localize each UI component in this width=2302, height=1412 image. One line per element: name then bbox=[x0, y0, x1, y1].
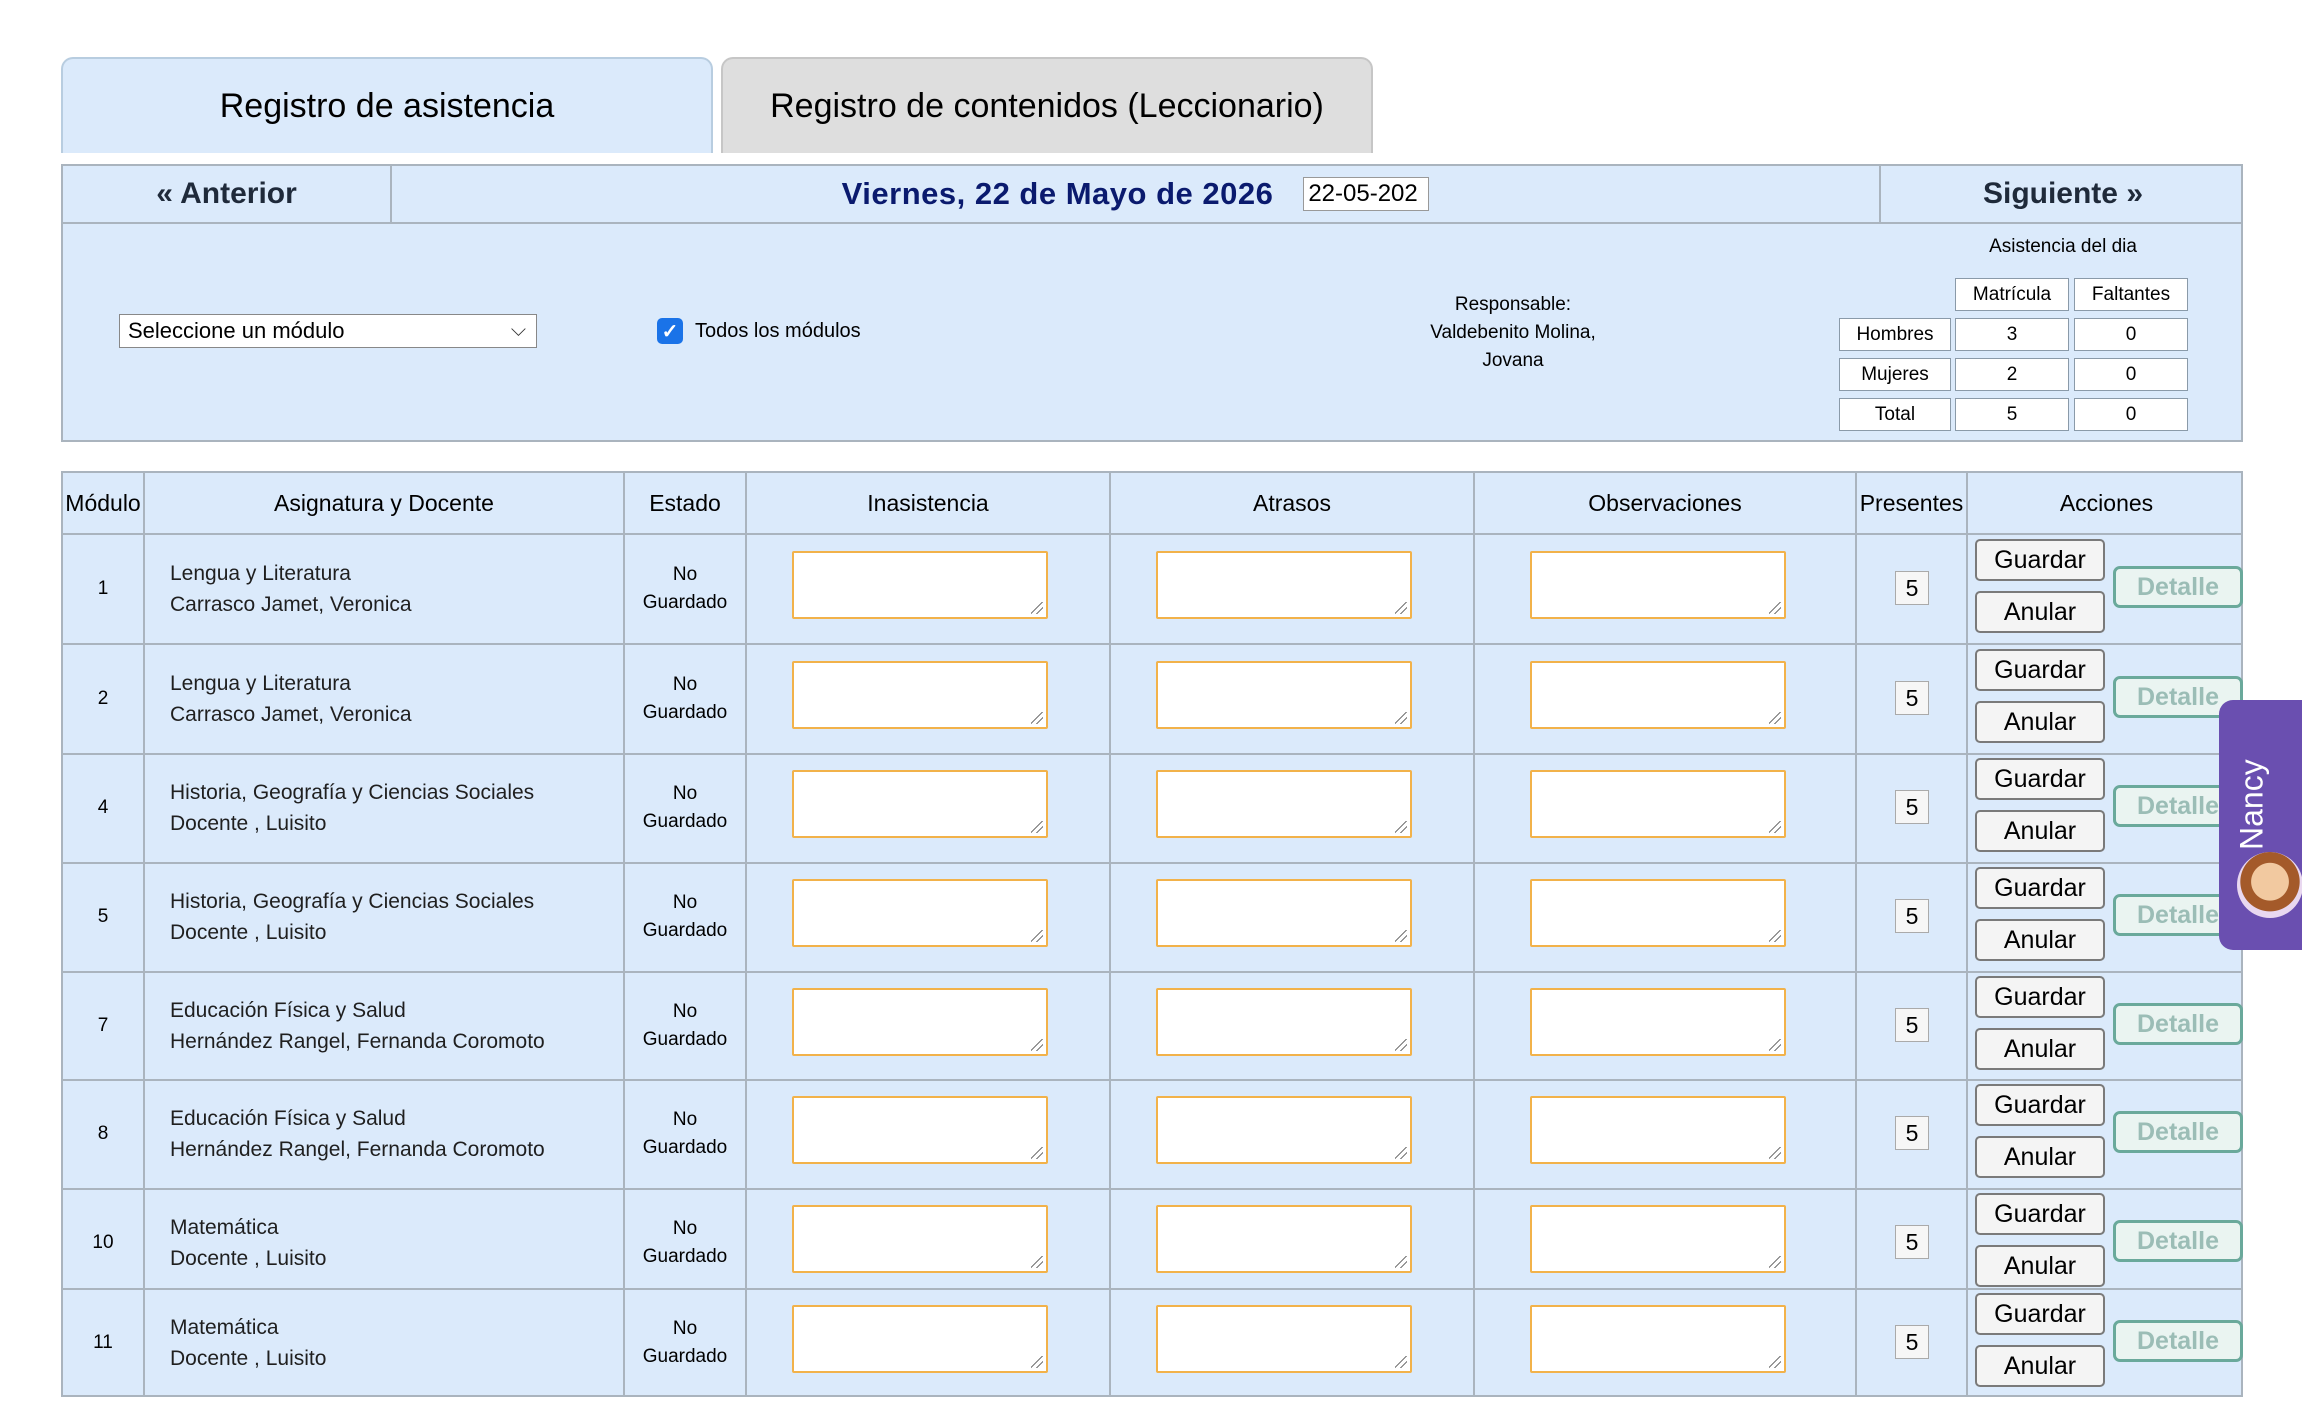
observaciones-textarea[interactable] bbox=[1530, 661, 1786, 729]
all-modules-checkbox[interactable] bbox=[657, 318, 861, 344]
row-docente: Docente , Luisito bbox=[170, 1247, 327, 1270]
presentes-count: 5 bbox=[1895, 1225, 1929, 1259]
observaciones-textarea[interactable] bbox=[1530, 1305, 1786, 1373]
resize-handle-icon[interactable] bbox=[1769, 712, 1781, 724]
row-modulo: 10 bbox=[92, 1232, 114, 1253]
table-row bbox=[63, 972, 2241, 1080]
row-asignatura: Educación Física y Salud bbox=[170, 999, 406, 1022]
tab-registro-asistencia[interactable]: Registro de asistencia bbox=[61, 57, 713, 153]
row-modulo: 11 bbox=[93, 1332, 113, 1353]
table-row bbox=[63, 1289, 2241, 1397]
resize-handle-icon[interactable] bbox=[1031, 1356, 1043, 1368]
atrasos-textarea[interactable] bbox=[1156, 1096, 1412, 1164]
inasistencia-textarea[interactable] bbox=[792, 770, 1048, 838]
resize-handle-icon[interactable] bbox=[1395, 712, 1407, 724]
all-modules-label: Todos los módulos bbox=[695, 319, 861, 342]
observaciones-textarea[interactable] bbox=[1530, 1096, 1786, 1164]
detail-button[interactable]: Detalle bbox=[2113, 894, 2243, 936]
assistant-name: Nancy bbox=[2233, 759, 2270, 851]
attendance-header-matricula: Matrícula bbox=[1955, 278, 2069, 311]
row-estado-line2: Guardado bbox=[642, 702, 728, 723]
row-modulo: 5 bbox=[97, 906, 109, 927]
attendance-faltantes-hombres: 0 bbox=[2074, 318, 2188, 351]
inasistencia-textarea[interactable] bbox=[792, 661, 1048, 729]
resize-handle-icon[interactable] bbox=[1769, 602, 1781, 614]
resize-handle-icon[interactable] bbox=[1769, 1356, 1781, 1368]
header-acciones: Acciones bbox=[2059, 489, 2154, 516]
presentes-count: 5 bbox=[1895, 1008, 1929, 1042]
observaciones-textarea[interactable] bbox=[1530, 551, 1786, 619]
detail-button[interactable]: Detalle bbox=[2113, 785, 2243, 827]
table-row bbox=[63, 645, 2241, 753]
row-docente: Hernández Rangel, Fernanda Coromoto bbox=[170, 1138, 545, 1161]
inasistencia-textarea[interactable] bbox=[792, 1205, 1048, 1273]
cancel-button[interactable]: Anular bbox=[1975, 1028, 2105, 1070]
save-button[interactable]: Guardar bbox=[1975, 1193, 2105, 1235]
row-asignatura: Historia, Geografía y Ciencias Sociales bbox=[170, 781, 535, 804]
resize-handle-icon[interactable] bbox=[1395, 1039, 1407, 1051]
resize-handle-icon[interactable] bbox=[1769, 1147, 1781, 1159]
inasistencia-textarea[interactable] bbox=[792, 988, 1048, 1056]
row-modulo: 4 bbox=[97, 797, 109, 818]
row-estado-line1: No bbox=[672, 892, 698, 913]
presentes-count: 5 bbox=[1895, 681, 1929, 715]
row-docente: Carrasco Jamet, Veronica bbox=[170, 703, 412, 726]
save-button[interactable]: Guardar bbox=[1975, 867, 2105, 909]
row-estado-line2: Guardado bbox=[642, 920, 728, 941]
resize-handle-icon[interactable] bbox=[1769, 930, 1781, 942]
row-estado-line2: Guardado bbox=[642, 592, 728, 613]
row-estado-line2: Guardado bbox=[642, 1246, 728, 1267]
row-asignatura: Lengua y Literatura bbox=[170, 562, 351, 585]
observaciones-textarea[interactable] bbox=[1530, 879, 1786, 947]
cancel-button[interactable]: Anular bbox=[1975, 810, 2105, 852]
save-button[interactable]: Guardar bbox=[1975, 758, 2105, 800]
header-inasistencia: Inasistencia bbox=[867, 489, 989, 516]
table-row bbox=[63, 863, 2241, 971]
attendance-matricula-hombres: 3 bbox=[1955, 318, 2069, 351]
attendance-summary-title: Asistencia del dia bbox=[1989, 236, 2137, 257]
attendance-label-total: Total bbox=[1839, 398, 1951, 431]
resize-handle-icon[interactable] bbox=[1031, 602, 1043, 614]
previous-day-button[interactable]: « Anterior bbox=[63, 166, 392, 222]
row-asignatura-docente bbox=[170, 1189, 640, 1297]
resize-handle-icon[interactable] bbox=[1769, 1256, 1781, 1268]
row-docente: Hernández Rangel, Fernanda Coromoto bbox=[170, 1030, 545, 1053]
row-modulo: 2 bbox=[97, 688, 109, 709]
presentes-count: 5 bbox=[1895, 899, 1929, 933]
detail-button[interactable]: Detalle bbox=[2113, 1220, 2243, 1262]
responsable-name-line2: Jovana bbox=[1482, 350, 1544, 371]
row-asignatura-docente bbox=[170, 754, 640, 862]
presentes-count: 5 bbox=[1895, 571, 1929, 605]
row-estado-line2: Guardado bbox=[642, 1029, 728, 1050]
observaciones-textarea[interactable] bbox=[1530, 1205, 1786, 1273]
row-asignatura-docente bbox=[170, 535, 640, 643]
row-estado bbox=[625, 754, 745, 862]
inasistencia-textarea[interactable] bbox=[792, 879, 1048, 947]
observaciones-textarea[interactable] bbox=[1530, 988, 1786, 1056]
attendance-faltantes-mujeres: 0 bbox=[2074, 358, 2188, 391]
row-asignatura: Educación Física y Salud bbox=[170, 1107, 406, 1130]
row-docente: Docente , Luisito bbox=[170, 921, 327, 944]
row-modulo: 8 bbox=[97, 1123, 109, 1144]
row-asignatura: Historia, Geografía y Ciencias Sociales bbox=[170, 890, 535, 913]
next-day-button[interactable]: Siguiente » bbox=[1879, 166, 2245, 222]
table-row bbox=[63, 754, 2241, 862]
row-estado-line2: Guardado bbox=[642, 1137, 728, 1158]
row-estado-line1: No bbox=[672, 1318, 698, 1339]
presentes-count: 5 bbox=[1895, 1325, 1929, 1359]
resize-handle-icon[interactable] bbox=[1395, 602, 1407, 614]
save-button[interactable]: Guardar bbox=[1975, 1293, 2105, 1335]
row-estado-line1: No bbox=[672, 783, 698, 804]
modules-table bbox=[61, 471, 2243, 1397]
row-modulo: 1 bbox=[97, 578, 109, 599]
row-asignatura: Matemática bbox=[170, 1316, 279, 1339]
attendance-label-hombres: Hombres bbox=[1839, 318, 1951, 351]
cancel-button[interactable]: Anular bbox=[1975, 919, 2105, 961]
presentes-count: 5 bbox=[1895, 790, 1929, 824]
table-row bbox=[63, 1080, 2241, 1188]
row-docente: Docente , Luisito bbox=[170, 1347, 327, 1370]
cancel-button[interactable]: Anular bbox=[1975, 591, 2105, 633]
resize-handle-icon[interactable] bbox=[1031, 1256, 1043, 1268]
header-asignatura: Asignatura y Docente bbox=[274, 489, 494, 516]
attendance-header-faltantes: Faltantes bbox=[2074, 278, 2188, 311]
module-select-value: Seleccione un módulo bbox=[128, 318, 345, 343]
resize-handle-icon[interactable] bbox=[1769, 821, 1781, 833]
header-atrasos: Atrasos bbox=[1253, 489, 1331, 516]
row-estado-line1: No bbox=[672, 564, 698, 585]
header-observaciones: Observaciones bbox=[1588, 489, 1742, 516]
row-estado bbox=[625, 972, 745, 1080]
resize-handle-icon[interactable] bbox=[1395, 1256, 1407, 1268]
resize-handle-icon[interactable] bbox=[1395, 1356, 1407, 1368]
row-docente: Carrasco Jamet, Veronica bbox=[170, 593, 412, 616]
save-button[interactable]: Guardar bbox=[1975, 539, 2105, 581]
row-estado bbox=[625, 645, 745, 753]
observaciones-textarea[interactable] bbox=[1530, 770, 1786, 838]
row-estado-line2: Guardado bbox=[642, 1346, 728, 1367]
row-asignatura-docente bbox=[170, 863, 640, 971]
table-row bbox=[63, 535, 2241, 643]
atrasos-textarea[interactable] bbox=[1156, 661, 1412, 729]
header-modulo: Módulo bbox=[65, 489, 141, 516]
row-docente: Docente , Luisito bbox=[170, 812, 327, 835]
atrasos-textarea[interactable] bbox=[1156, 879, 1412, 947]
attendance-label-mujeres: Mujeres bbox=[1839, 358, 1951, 391]
row-estado-line1: No bbox=[672, 1001, 698, 1022]
attendance-matricula-total: 5 bbox=[1955, 398, 2069, 431]
detail-button[interactable]: Detalle bbox=[2113, 1320, 2243, 1362]
row-asignatura-docente bbox=[170, 1080, 640, 1188]
inasistencia-textarea[interactable] bbox=[792, 551, 1048, 619]
row-asignatura-docente bbox=[170, 972, 640, 1080]
assistant-tab[interactable] bbox=[2219, 700, 2302, 950]
resize-handle-icon[interactable] bbox=[1395, 930, 1407, 942]
resize-handle-icon[interactable] bbox=[1031, 712, 1043, 724]
header-presentes: Presentes bbox=[1859, 489, 1964, 516]
responsable-label: Responsable: bbox=[1454, 294, 1572, 315]
tab-registro-contenidos[interactable]: Registro de contenidos (Leccionario) bbox=[721, 57, 1373, 153]
row-estado-line1: No bbox=[672, 1109, 698, 1130]
resize-handle-icon[interactable] bbox=[1395, 1147, 1407, 1159]
save-button[interactable]: Guardar bbox=[1975, 649, 2105, 691]
attendance-faltantes-total: 0 bbox=[2074, 398, 2188, 431]
cancel-button[interactable]: Anular bbox=[1975, 1136, 2105, 1178]
checkmark-icon[interactable]: ✓ bbox=[657, 318, 683, 344]
row-modulo: 7 bbox=[97, 1015, 109, 1036]
date-title: Viernes, 22 de Mayo de 2026 bbox=[841, 176, 1274, 211]
inasistencia-textarea[interactable] bbox=[792, 1305, 1048, 1373]
atrasos-textarea[interactable] bbox=[1156, 1205, 1412, 1273]
cancel-button[interactable]: Anular bbox=[1975, 701, 2105, 743]
resize-handle-icon[interactable] bbox=[1395, 821, 1407, 833]
cancel-button[interactable]: Anular bbox=[1975, 1245, 2105, 1287]
date-navigation bbox=[63, 166, 2241, 224]
presentes-count: 5 bbox=[1895, 1116, 1929, 1150]
resize-handle-icon[interactable] bbox=[1769, 1039, 1781, 1051]
row-estado bbox=[625, 1080, 745, 1188]
responsable-info bbox=[1363, 291, 1663, 375]
resize-handle-icon[interactable] bbox=[1031, 930, 1043, 942]
detail-button[interactable]: Detalle bbox=[2113, 1111, 2243, 1153]
row-asignatura-docente bbox=[170, 1289, 640, 1397]
row-estado bbox=[625, 1189, 745, 1297]
row-asignatura-docente bbox=[170, 645, 640, 753]
assistant-avatar-icon[interactable] bbox=[2237, 852, 2302, 918]
row-estado bbox=[625, 863, 745, 971]
cancel-button[interactable]: Anular bbox=[1975, 1345, 2105, 1387]
save-button[interactable]: Guardar bbox=[1975, 1084, 2105, 1126]
row-asignatura: Matemática bbox=[170, 1216, 279, 1239]
detail-button[interactable]: Detalle bbox=[2113, 1003, 2243, 1045]
detail-button[interactable]: Detalle bbox=[2113, 676, 2243, 718]
atrasos-textarea[interactable] bbox=[1156, 551, 1412, 619]
atrasos-textarea[interactable] bbox=[1156, 770, 1412, 838]
resize-handle-icon[interactable] bbox=[1031, 821, 1043, 833]
detail-button[interactable]: Detalle bbox=[2113, 566, 2243, 608]
row-estado-line1: No bbox=[672, 1218, 698, 1239]
resize-handle-icon[interactable] bbox=[1031, 1147, 1043, 1159]
atrasos-textarea[interactable] bbox=[1156, 988, 1412, 1056]
row-estado-line1: No bbox=[672, 674, 698, 695]
inasistencia-textarea[interactable] bbox=[792, 1096, 1048, 1164]
module-select[interactable] bbox=[119, 314, 537, 348]
row-estado-line2: Guardado bbox=[642, 811, 728, 832]
save-button[interactable]: Guardar bbox=[1975, 976, 2105, 1018]
header-panel bbox=[61, 164, 2243, 442]
row-estado bbox=[625, 1289, 745, 1397]
atrasos-textarea[interactable] bbox=[1156, 1305, 1412, 1373]
responsable-name-line1: Valdebenito Molina, bbox=[1430, 322, 1596, 343]
row-asignatura: Lengua y Literatura bbox=[170, 672, 351, 695]
chevron-down-icon: ⌵ bbox=[510, 319, 526, 341]
date-display bbox=[392, 166, 1879, 222]
date-input[interactable] bbox=[1303, 177, 1429, 211]
header-estado: Estado bbox=[649, 489, 721, 516]
row-estado bbox=[625, 535, 745, 643]
table-row bbox=[63, 1189, 2241, 1297]
attendance-matricula-mujeres: 2 bbox=[1955, 358, 2069, 391]
resize-handle-icon[interactable] bbox=[1031, 1039, 1043, 1051]
